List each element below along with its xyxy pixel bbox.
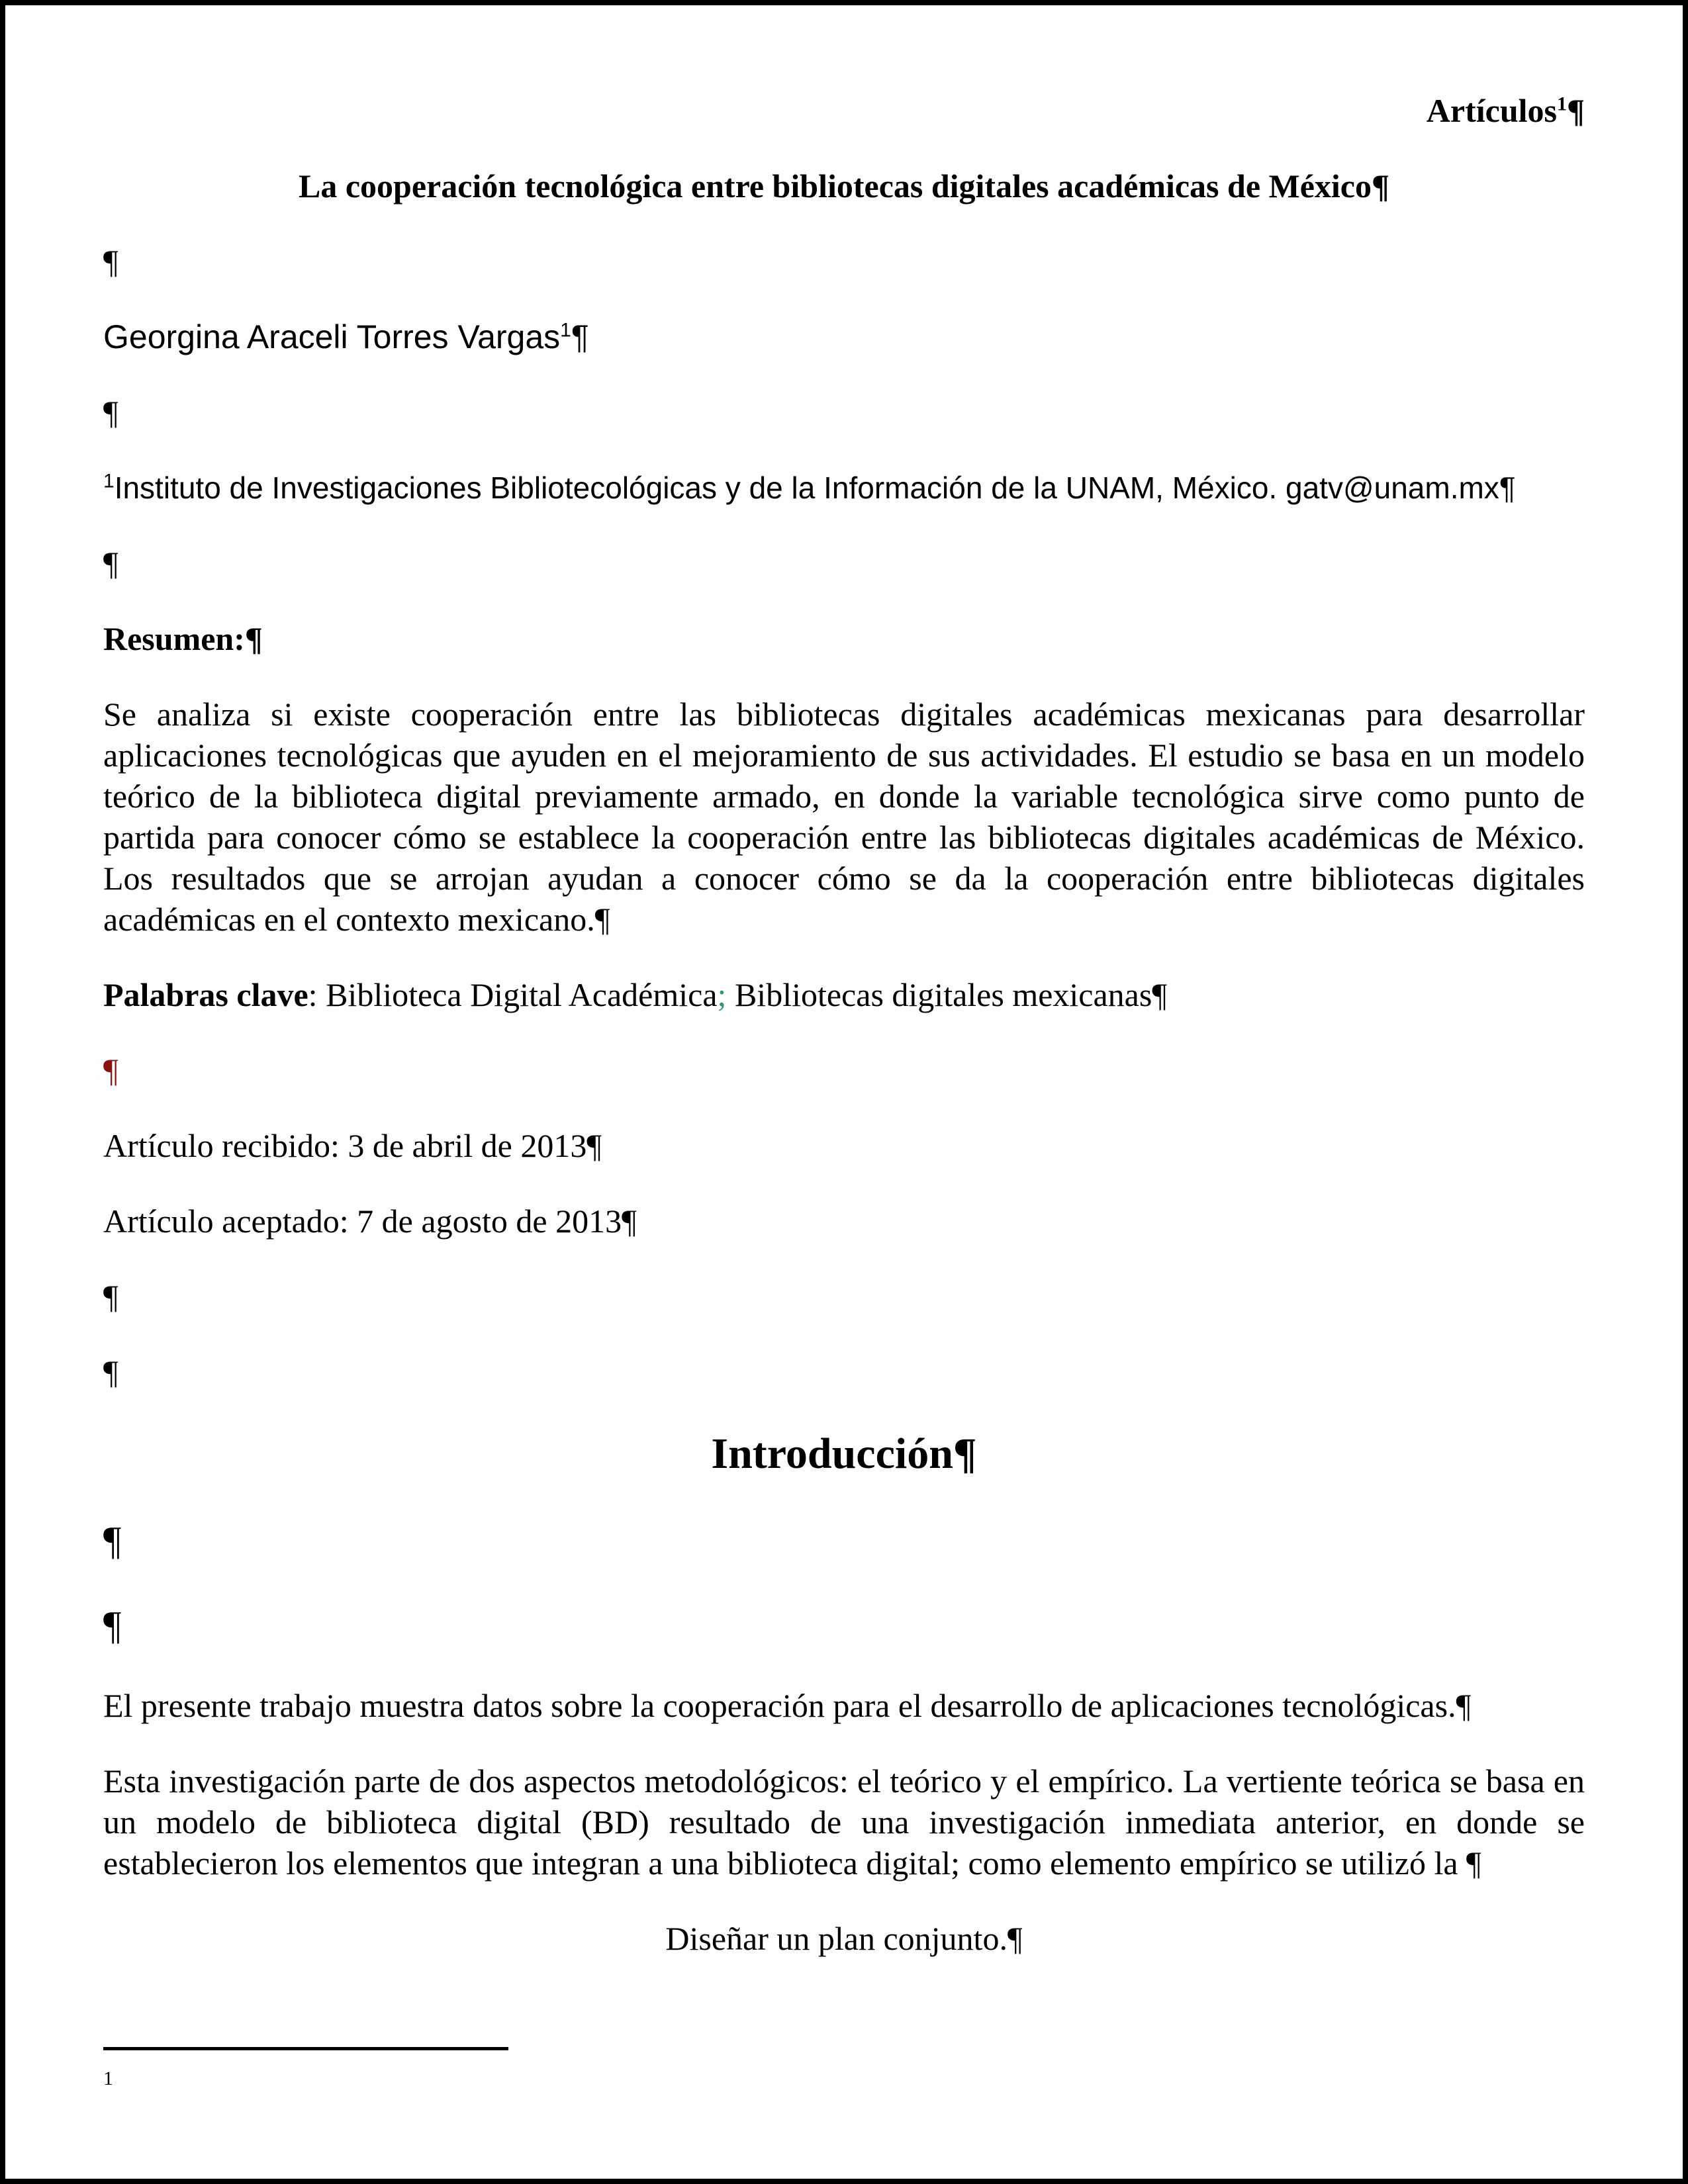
pilcrow-mark: ¶ [622,1203,637,1240]
red-pilcrow-mark: ¶ [103,1052,118,1089]
affiliation-text: Instituto de Investigaciones Bibliotecológicas y de la Información de la UNAM, México. gatv@unam.mx [114,471,1499,505]
keywords-line [103,974,1585,1015]
intro-paragraph-2-text: Esta investigación parte de dos aspectos metodológicos: el teórico y el empírico. La vertiente teórica se basa en un modelo de biblioteca digital (BD) resultado de una investigación inmediata anterior, en donde se establecieron los elementos que integran a una biblioteca digital; como elemento empírico se utilizó la [103,1762,1585,1882]
empty-paragraph [103,392,1585,433]
pilcrow-mark: ¶ [586,1127,602,1164]
keywords-term-2: Bibliotecas digitales mexicanas [726,976,1152,1013]
pilcrow-mark: ¶ [103,394,118,431]
pilcrow-mark: ¶ [103,1519,122,1563]
abstract-text: Se analiza si existe cooperación entre las bibliotecas digitales académicas mexicanas para desarrollar aplicaciones tecnológicas que ayuden en el mejoramiento de sus actividades. El estudio se basa en un modelo teórico de la biblioteca digital previamente armado, en donde la variable tecnológica sirve como punto de partida para conocer cómo se establece la cooperación entre las bibliotecas digitales académicas de México. Los resultados que se arrojan ayudan a conocer cómo se da la cooperación entre bibliotecas digitales académicas en el contexto mexicano. [103,696,1585,938]
keywords-term-1: Biblioteca Digital Académica [326,976,718,1013]
empty-paragraph-large [103,1516,1585,1566]
empty-paragraph [103,241,1585,282]
pilcrow-mark: ¶ [1152,976,1167,1013]
pilcrow-mark: ¶ [594,901,610,938]
article-title [103,165,1585,206]
pilcrow-mark: ¶ [1499,471,1516,505]
empty-paragraph [103,1351,1585,1392]
page-header [103,90,1585,131]
pilcrow-mark: ¶ [1466,1844,1481,1882]
header-label: Artículos [1426,92,1557,129]
keywords-separator: : [308,976,326,1013]
empty-paragraph [103,543,1585,584]
keywords-label: Palabras clave [103,976,308,1013]
intro-paragraph-1-text: El presente trabajo muestra datos sobre la cooperación para el desarrollo de aplicaciones tecnológicas. [103,1687,1456,1724]
intro-paragraph-1 [103,1685,1585,1726]
footnote-marker: 1 [103,2068,113,2089]
author-line [103,316,1585,357]
pilcrow-mark: ¶ [103,243,118,280]
received-date: Artículo recibido: 3 de abril de 2013 [103,1127,587,1164]
footnote-area [103,2047,508,2090]
empty-paragraph-large [103,1600,1585,1651]
author-name: Georgina Araceli Torres Vargas [103,318,561,355]
pilcrow-mark: ¶ [1371,167,1389,205]
keywords-semicolon: ; [717,976,727,1013]
pilcrow-mark: ¶ [1456,1687,1472,1724]
accepted-date-line [103,1201,1585,1242]
pilcrow-mark: ¶ [571,318,589,355]
pilcrow-mark: ¶ [244,620,263,657]
received-date-line [103,1125,1585,1166]
abstract-paragraph [103,694,1585,940]
empty-paragraph [103,1276,1585,1317]
intro-paragraph-2 [103,1760,1585,1884]
abstract-label-line [103,618,1585,659]
abstract-label: Resumen: [103,620,245,657]
pilcrow-mark: ¶ [103,545,118,582]
empty-paragraph-red [103,1050,1585,1091]
heading-text: Introducción [711,1430,953,1478]
block-quote-text: Diseñar un plan conjunto. [665,1920,1008,1957]
pilcrow-mark: ¶ [103,1604,122,1647]
pilcrow-mark: ¶ [1007,1920,1023,1957]
accepted-date: Artículo aceptado: 7 de agosto de 2013 [103,1203,622,1240]
title-text: La cooperación tecnológica entre bibliotecas digitales académicas de México [298,167,1372,205]
affiliation-line [103,467,1585,508]
affiliation-marker: 1 [103,470,115,492]
header-footnote-ref: 1 [1556,93,1567,115]
author-footnote-ref: 1 [560,319,571,341]
block-quote [103,1918,1585,1959]
section-heading-introduction [103,1427,1585,1481]
pilcrow-mark: ¶ [1566,92,1585,129]
pilcrow-mark: ¶ [103,1278,118,1315]
footnote-separator-rule [103,2047,508,2050]
pilcrow-mark: ¶ [103,1353,118,1390]
pilcrow-mark: ¶ [953,1430,977,1478]
